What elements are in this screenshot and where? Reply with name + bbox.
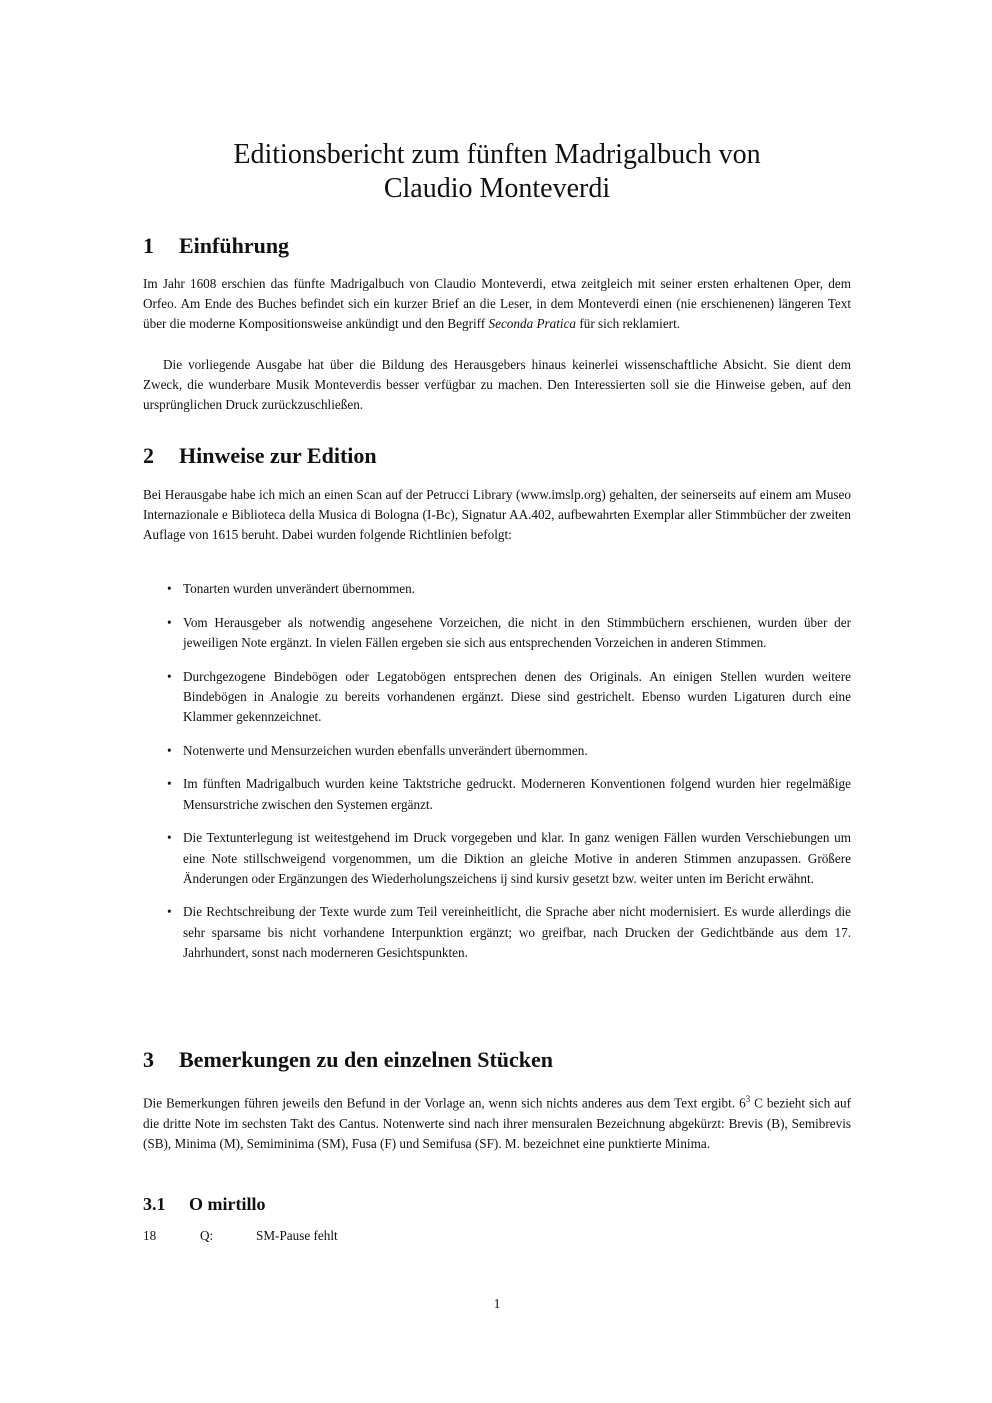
page-number: 1 — [493, 1296, 501, 1311]
section-title: Hinweise zur Edition — [179, 443, 377, 468]
document-title — [143, 138, 851, 206]
section-title: Bemerkungen zu den einzelnen Stücken — [179, 1047, 554, 1072]
section-title: Einführung — [179, 233, 290, 258]
remark-bar: 18 — [143, 1228, 157, 1243]
remark-text: SM-Pause fehlt — [256, 1228, 338, 1243]
subsection-3-1-heading — [143, 1192, 265, 1216]
section-3-paragraph-1: Die Bemerkungen führen jeweils den Befund in der Vorlage an, wenn sich nichts anderes aus dem Text ergibt. $6^3$ C bezieht sich auf die dritte Note im sechsten Takt des Cantus. Notenwerte sind nach ihrer mensuralen Bezeichnung abgekürzt: Brevis (B), Semibrevis (SB), Minima (M), Semiminima (SM), Fusa (F) und Semifusa (SF). M. bezeichnet eine punktierte Minima. — [143, 1094, 852, 1151]
list-item: • Tonarten wurden unverändert übernommen. — [143, 579, 851, 599]
section-number: 1 — [143, 233, 154, 258]
remark-row — [143, 1226, 851, 1246]
section-3-heading — [143, 1046, 553, 1074]
subsection-number: 3.1 — [143, 1194, 166, 1214]
list-item: • Vom Herausgeber als notwendig angesehene Vorzeichen, die nicht in den Stimmbüchern erschienen, wurden über der jeweiligen Note ergänzt. In vielen Fällen ergeben sie sich aus entsprechenden Vorzeichen in anderen Stimmen. — [167, 614, 851, 650]
bullet-icon: • — [167, 742, 172, 758]
list-item: • Im fünften Madrigalbuch wurden keine Taktstriche gedruckt. Moderneren Konventionen folgend wurden hier regelmäßige Mensurstriche zwischen den Systemen ergänzt. — [167, 776, 851, 812]
subsection-title: O mirtillo — [189, 1194, 266, 1214]
section-number: 2 — [143, 443, 154, 468]
bullet-icon: • — [167, 614, 172, 630]
title-line-2: Claudio Monteverdi — [383, 173, 611, 204]
section-2-heading — [143, 442, 377, 470]
section-number: 3 — [143, 1047, 154, 1072]
section-1-heading — [143, 232, 289, 260]
list-item: • Die Textunterlegung ist weitestgehend im Druck vorgegeben und klar. In ganz wenigen Fällen wurden Verschiebungen um eine Note stillschweigend vorgenommen, um die Diktion an gleiche Motive in anderen Stimmen anzupassen. Größere Änderungen oder Ergänzungen des Wiederholungszeichens ij sind kursiv gesetzt bzw. weiter unten im Bericht erwähnt. — [167, 830, 851, 886]
bullet-icon: • — [167, 668, 172, 684]
title-line-1: Editionsbericht zum fünften Madrigalbuch von — [233, 139, 761, 170]
bullet-icon: • — [167, 776, 172, 792]
list-item: • Durchgezogene Bindebögen oder Legatobögen entsprechen denen des Originals. An einigen Stellen wurden weitere Bindebögen in Analogie zu bereits vorhandenen ergänzt. Diese sind gestrichelt. Ebenso wurden Ligaturen durch eine Klammer gekennzeichnet. — [167, 668, 851, 725]
remark-voice: Q: — [200, 1228, 214, 1243]
section-1-paragraph-1: Im Jahr 1608 erschien das fünfte Madrigalbuch von Claudio Monteverdi, etwa zeitgleich mit seiner ersten erhaltenen Oper, dem Orfeo. Am Ende des Buches befindet sich ein kurzer Brief an die Leser, in dem Monteverdi einen (nie erschienenen) längeren Text über die moderne Kompositionsweise ankündigt und den Begriff Seconda Pratica für sich reklamiert. — [143, 276, 851, 332]
guideline-list — [143, 579, 851, 977]
section-1-paragraph-2: Die vorliegende Ausgabe hat über die Bildung des Herausgebers hinaus keinerlei wissenschaftliche Absicht. Sie dient dem Zweck, die wunderbare Musik Monteverdis besser verfügbar zu machen. Den Interessierten soll sie die Hinweise geben, auf den ursprünglichen Druck zurückzuschließen. — [143, 357, 851, 413]
list-item: • Die Rechtschreibung der Texte wurde zum Teil vereinheitlicht, die Sprache aber nicht modernisiert. Es wurde allerdings die sehr sparsame bis nicht vorhandene Interpunktion ergänzt; wo greifbar, nach Drucken der Gedichtbände aus dem 17. Jahrhundert, sonst nach moderneren Gesichtspunkten. — [167, 904, 851, 960]
section-2-paragraph-1: Bei Herausgabe habe ich mich an einen Scan auf der Petrucci Library (www.imslp.org) gehalten, der seinerseits auf einem am Museo Internazionale e Biblioteca della Musica di Bologna (I-Bc), Signatur AA.402, aufbewahrten Exemplar aller Stimmbücher der zweiten Auflage von 1615 beruht. Dabei wurden folgende Richtlinien befolgt: — [143, 487, 851, 543]
bullet-icon: • — [167, 581, 172, 596]
list-item: • Notenwerte und Mensurzeichen wurden ebenfalls unverändert übernommen. — [143, 741, 851, 761]
bullet-icon: • — [167, 830, 172, 846]
bullet-icon: • — [167, 904, 172, 920]
